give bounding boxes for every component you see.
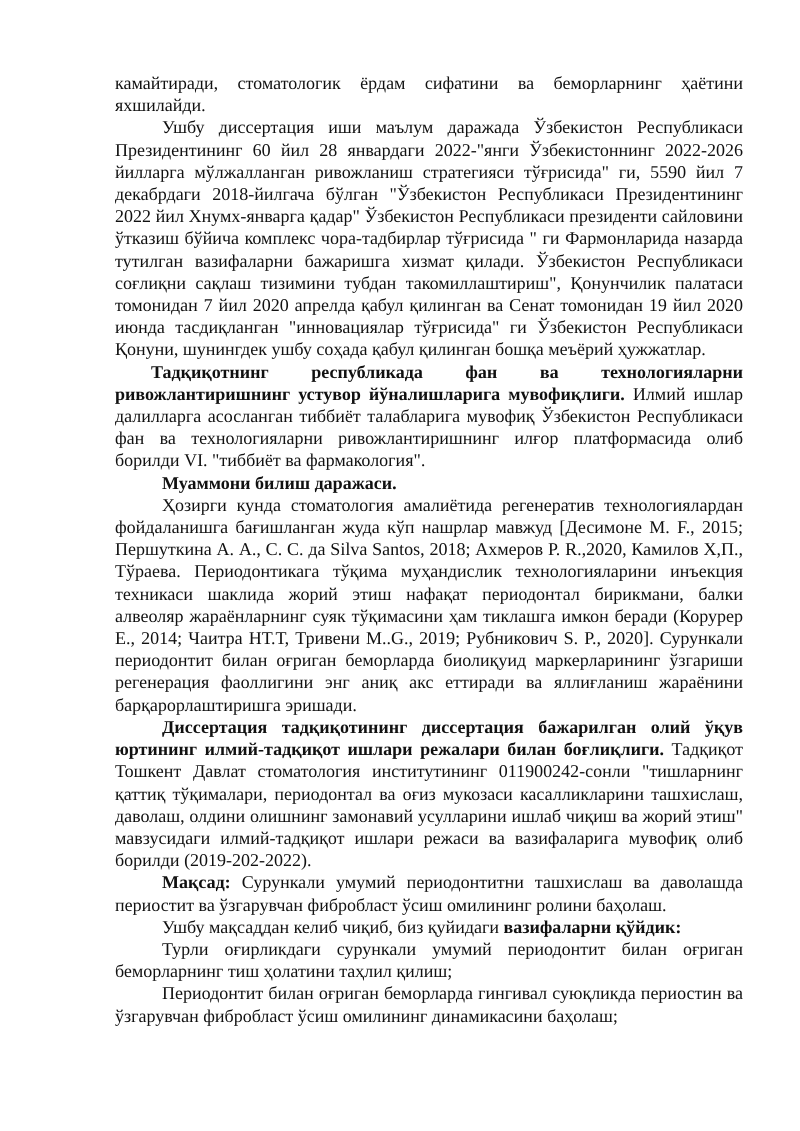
section-heading-goal: Мақсад: — [162, 872, 231, 893]
paragraph-priority-relevance — [115, 361, 743, 472]
section-heading-knowledge-level: Муаммони билиш даражаси. — [162, 472, 397, 493]
task-item-2: Периодонтит билан оғриган беморларда гингивал суюқликда периостин ва ўзгарувчан фибробласт ўсиш омилининг динамикасини баҳолаш; — [115, 983, 743, 1026]
section-text-goal: Сурункали умумий периодонтитни ташхислаш ва даволашда периостит ва ўзгарувчан фибробласт ўсиш омилининг ролини баҳолаш. — [115, 872, 743, 915]
document-body — [115, 72, 743, 1027]
task-item-1: Турли оғирликдаги сурункали умумий периодонтит билан оғриган беморларнинг тиш ҳолатини таҳлил қилиш; — [115, 938, 743, 982]
section-heading-research-plan: Диссертация тадқиқотининг диссертация бажарилган олий ўқув юртининг илмий-тадқиқот ишлари режалари билан боғлиқлиги. — [115, 716, 743, 760]
paragraph-tasks-intro — [115, 916, 743, 938]
section-heading-tasks: вазифаларни қўйдик: — [503, 916, 682, 937]
section-heading-priority: Тадқиқотнинг республикада фан ва технологияларни ривожлантиришнинг устувор йўналишларига мувофиқлиги. — [115, 361, 743, 404]
paragraph-legal-basis: Ушбу диссертация иши маълум даражада Ўзбекистон Республикаси Президентининг 60 йил 28 январдаги 2022-"янги Ўзбекистоннинг 2022-2026 йилларга мўлжалланган ривожланиш стратегияси тўғрисида" ги, 5590 йил 7 декабрдаги 2018-йилгача бўлган "Ўзбекистон Республикаси Президентининг 2022 йил Хнумх-январга қадар" Ўзбекистон Республикаси президенти сайловини ўтказиш бўйича комплекс чора-тадбирлар тўғрисида " ги Фармонларида назарда тутилган вазифаларни бажаришга хизмат қилади. Ўзбекистон Республикаси соғлиқни сақлаш тизимини тубдан такомиллаштириш", Қонунчилик палатаси томонидан 7 йил 2020 апрелда қабул қилинган ва Сенат томонидан 19 йил 2020 июнда тасдиқланган "инновациялар тўғрисида" ги Ўзбекистон Республикаси Қонуни, шунингдек ушбу соҳада қабул қилинган бошқа меъёрий ҳужжатлар. — [115, 117, 743, 360]
tasks-intro-text: Ушбу мақсаддан келиб чиқиб, биз қуйидаги — [162, 916, 504, 937]
section-text-priority: Илмий ишлар далилларга асосланган тиббиёт талабларига мувофиқ Ўзбекистон Республикаси фан ва технологияларни ривожлантиришнинг илғор платформасида олиб борилди VI. "тиббиёт ва фармакология". — [115, 383, 743, 471]
paragraph-intro-end: камайтиради, стоматологик ёрдам сифатини ва беморларнинг ҳаётини яхшилайди. — [115, 73, 743, 116]
paragraph-research-plan-link — [115, 716, 743, 871]
paragraph-goal — [115, 871, 743, 915]
section-text-research-plan: Тадқиқот Тошкент Давлат стоматология институтининг 011900242-сонли "тишларнинг қаттиқ тўқималари, периодонтал ва оғиз мукозаси касалликларини ташхислаш, даволаш, олдини олишнинг замонавий усулларини ишлаб чиқиш ва жорий этиш" мавзусидаги илмий-тадқиқот ишлари режаси ва вазифаларига мувофиқ олиб борилди (2019-202-2022). — [115, 739, 743, 871]
paragraph-literature-review: Ҳозирги кунда стоматология амалиётида регенератив технологиялардан фойдаланишга бағишланган жуда кўп нашрлар мавжуд [Десимоне M. F., 2015; Першуткина А. А., С. С. да Silva Santos, 2018; Ахмеров Р. R.,2020, Камилов Х,П., Тўраева. Периодонтикага тўқима муҳандислик технологияларини инъекция техникаси шаклида жорий этиш нафақат периодонтал бирикмани, балки алвеоляр жараёнларнинг суяк тўқимасини ҳам тиклашга имкон беради (Корурер Е., 2014; Чаитра НТ.Т, Тривени M..G., 2019; Рубникович S. Р., 2020]. Сурункали периодонтит билан оғриган беморларда биолиқуид маркерларининг ўзгариши регенерация фаоллигини энг аниқ акс еттиради ва яллиғланиш жараёнини барқарорлаштиришга эришади. — [115, 494, 743, 715]
